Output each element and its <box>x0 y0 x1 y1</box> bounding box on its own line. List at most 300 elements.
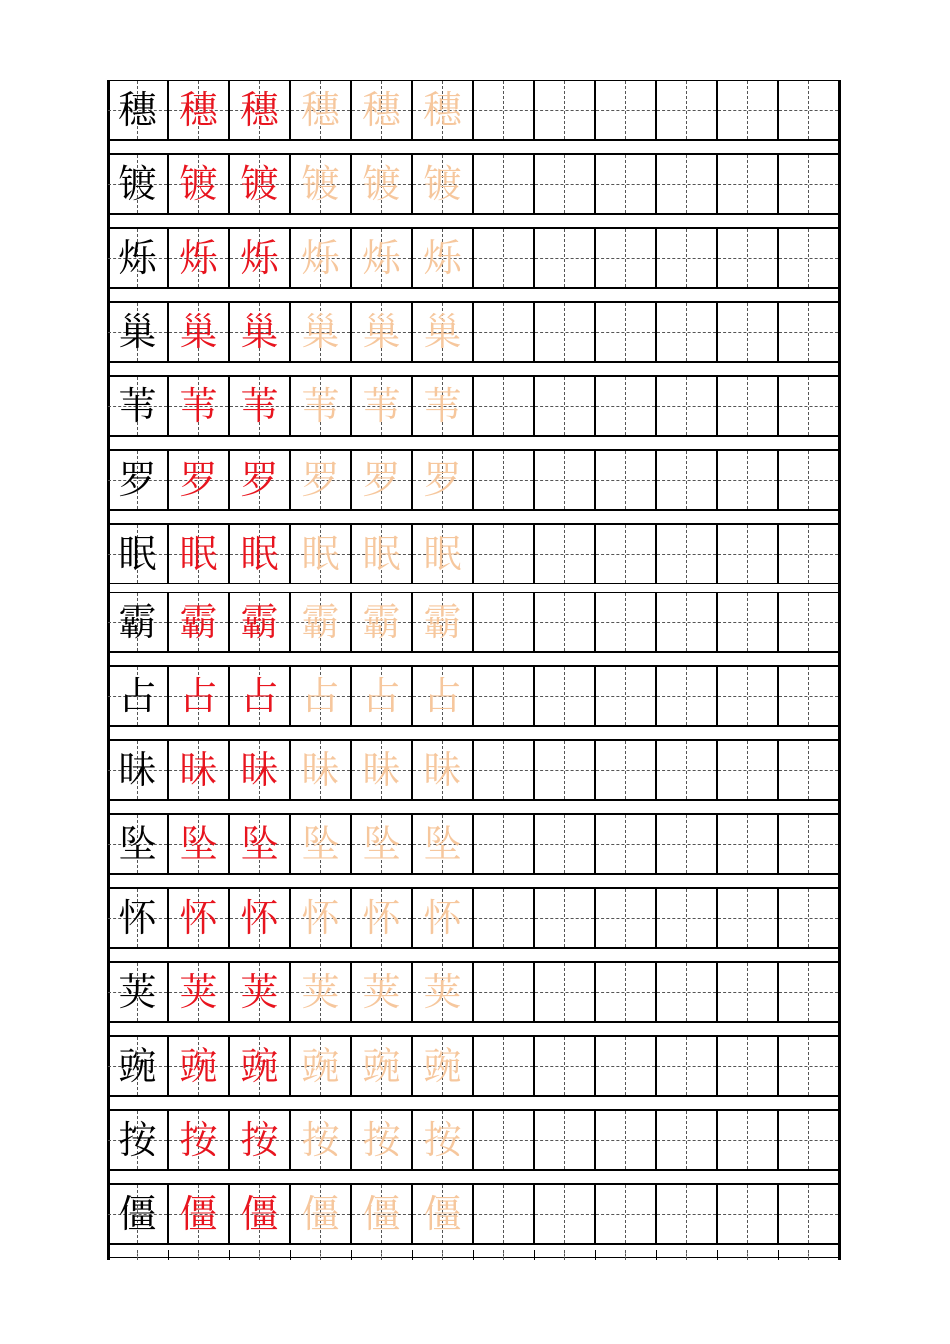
trace-character: 烁 <box>240 236 279 280</box>
trace-char-cell <box>290 1036 351 1096</box>
trace-character: 苇 <box>301 384 340 428</box>
empty-writing-cell[interactable] <box>778 376 839 436</box>
guide-line-vertical <box>564 963 565 1021</box>
trace-character: 荚 <box>240 970 279 1014</box>
guide-line-vertical <box>686 303 687 361</box>
guide-line-vertical <box>747 815 748 873</box>
guide-line-vertical <box>686 1037 687 1095</box>
guide-line-vertical <box>686 593 687 651</box>
empty-writing-cell[interactable] <box>778 962 839 1022</box>
empty-writing-cell[interactable] <box>717 1184 778 1244</box>
empty-writing-cell[interactable] <box>534 962 595 1022</box>
trace-char-cell <box>229 80 290 140</box>
empty-writing-cell[interactable] <box>717 1110 778 1170</box>
trace-char-cell <box>229 814 290 874</box>
trace-char-cell <box>229 1036 290 1096</box>
empty-writing-cell[interactable] <box>473 228 534 288</box>
empty-writing-cell[interactable] <box>778 740 839 800</box>
empty-writing-cell[interactable] <box>778 1184 839 1244</box>
empty-writing-cell[interactable] <box>473 524 534 584</box>
guide-line-vertical <box>747 229 748 287</box>
trace-character: 霸 <box>423 600 462 644</box>
trace-char-cell <box>290 1184 351 1244</box>
empty-writing-cell[interactable] <box>595 1036 656 1096</box>
trace-character: 豌 <box>179 1044 218 1088</box>
trace-character: 豌 <box>362 1044 401 1088</box>
empty-writing-cell[interactable] <box>656 592 717 652</box>
trace-char-cell <box>229 302 290 362</box>
model-character: 眠 <box>118 532 157 576</box>
trace-character: 霸 <box>362 600 401 644</box>
trace-character: 豌 <box>301 1044 340 1088</box>
trace-character: 穗 <box>423 88 462 132</box>
guide-line-vertical <box>625 889 626 947</box>
trace-char-cell <box>290 814 351 874</box>
empty-writing-cell[interactable] <box>778 302 839 362</box>
trace-char-cell <box>229 888 290 948</box>
row-spacer <box>107 362 841 376</box>
empty-writing-cell[interactable] <box>717 592 778 652</box>
empty-writing-cell[interactable] <box>656 154 717 214</box>
trace-character: 按 <box>423 1118 462 1162</box>
empty-writing-cell[interactable] <box>717 1036 778 1096</box>
trace-char-cell <box>290 1110 351 1170</box>
empty-writing-cell[interactable] <box>473 592 534 652</box>
row-spacer <box>107 948 841 962</box>
guide-line-vertical <box>686 741 687 799</box>
practice-row <box>107 228 841 288</box>
row-spacer <box>107 140 841 154</box>
trace-char-cell <box>290 80 351 140</box>
trace-character: 僵 <box>423 1192 462 1236</box>
guide-line-vertical <box>564 593 565 651</box>
guide-line-vertical <box>503 1185 504 1243</box>
empty-writing-cell[interactable] <box>534 376 595 436</box>
trace-character: 昧 <box>301 748 340 792</box>
trace-char-cell <box>290 450 351 510</box>
guide-line-vertical <box>808 667 809 725</box>
trace-char-cell <box>168 1184 229 1244</box>
guide-line-vertical <box>808 81 809 139</box>
empty-writing-cell[interactable] <box>656 666 717 726</box>
empty-writing-cell[interactable] <box>473 80 534 140</box>
empty-writing-cell[interactable] <box>656 888 717 948</box>
trace-character: 坠 <box>240 822 279 866</box>
empty-writing-cell[interactable] <box>656 524 717 584</box>
model-char-cell <box>107 524 168 584</box>
model-character: 罗 <box>118 458 157 502</box>
trace-char-cell <box>412 228 473 288</box>
trace-character: 怀 <box>179 896 218 940</box>
empty-writing-cell[interactable] <box>534 524 595 584</box>
trace-char-cell <box>168 740 229 800</box>
empty-writing-cell[interactable] <box>778 666 839 726</box>
empty-writing-cell[interactable] <box>534 450 595 510</box>
empty-writing-cell[interactable] <box>595 154 656 214</box>
empty-writing-cell[interactable] <box>595 1110 656 1170</box>
trace-char-cell <box>290 592 351 652</box>
empty-writing-cell[interactable] <box>717 302 778 362</box>
trace-char-cell <box>351 1184 412 1244</box>
empty-writing-cell[interactable] <box>656 1036 717 1096</box>
guide-line-vertical <box>686 377 687 435</box>
empty-writing-cell[interactable] <box>595 740 656 800</box>
guide-line-vertical <box>503 889 504 947</box>
guide-line-vertical <box>808 1250 809 1260</box>
guide-line-vertical <box>747 963 748 1021</box>
trace-char-cell <box>229 666 290 726</box>
empty-writing-cell[interactable] <box>717 740 778 800</box>
empty-writing-cell[interactable] <box>534 1036 595 1096</box>
model-character: 怀 <box>118 896 157 940</box>
trace-character: 苇 <box>423 384 462 428</box>
empty-writing-cell[interactable] <box>534 740 595 800</box>
guide-line-vertical <box>625 741 626 799</box>
empty-writing-cell[interactable] <box>534 154 595 214</box>
trace-character: 坠 <box>362 822 401 866</box>
empty-writing-cell[interactable] <box>473 888 534 948</box>
empty-writing-cell[interactable] <box>534 888 595 948</box>
model-character: 穗 <box>118 88 157 132</box>
trace-character: 罗 <box>362 458 401 502</box>
trace-character: 罗 <box>423 458 462 502</box>
empty-writing-cell[interactable] <box>656 228 717 288</box>
trace-char-cell <box>351 80 412 140</box>
trace-char-cell <box>351 740 412 800</box>
trace-character: 怀 <box>240 896 279 940</box>
empty-writing-cell[interactable] <box>595 592 656 652</box>
guide-line-vertical <box>808 1185 809 1243</box>
empty-writing-cell[interactable] <box>473 376 534 436</box>
trace-character: 镀 <box>423 162 462 206</box>
empty-writing-cell[interactable] <box>595 888 656 948</box>
model-character: 按 <box>118 1118 157 1162</box>
guide-line-vertical <box>686 1111 687 1169</box>
row-spacer <box>107 874 841 888</box>
row-spacer <box>107 800 841 814</box>
empty-writing-cell[interactable] <box>778 228 839 288</box>
guide-line-vertical <box>808 451 809 509</box>
row-spacer <box>107 510 841 524</box>
trace-char-cell <box>229 154 290 214</box>
empty-writing-cell[interactable] <box>778 524 839 584</box>
guide-line-vertical <box>564 667 565 725</box>
empty-writing-cell[interactable] <box>656 1184 717 1244</box>
empty-writing-cell[interactable] <box>473 814 534 874</box>
empty-writing-cell[interactable] <box>473 154 534 214</box>
guide-line-vertical <box>808 889 809 947</box>
empty-writing-cell[interactable] <box>595 302 656 362</box>
trace-char-cell <box>351 666 412 726</box>
cell-border <box>229 1250 230 1260</box>
trace-char-cell <box>168 888 229 948</box>
trace-character: 眠 <box>240 532 279 576</box>
trace-character: 昧 <box>179 748 218 792</box>
empty-writing-cell[interactable] <box>656 814 717 874</box>
empty-writing-cell[interactable] <box>717 814 778 874</box>
model-character: 占 <box>118 674 157 718</box>
trace-character: 镀 <box>362 162 401 206</box>
empty-writing-cell[interactable] <box>595 524 656 584</box>
empty-writing-cell[interactable] <box>534 228 595 288</box>
guide-line-vertical <box>625 667 626 725</box>
practice-row <box>107 592 841 652</box>
trace-char-cell <box>412 1184 473 1244</box>
guide-line-vertical <box>503 155 504 213</box>
empty-writing-cell[interactable] <box>656 740 717 800</box>
empty-writing-cell[interactable] <box>473 740 534 800</box>
trace-char-cell <box>290 228 351 288</box>
practice-row <box>107 740 841 800</box>
trace-character: 怀 <box>301 896 340 940</box>
practice-row <box>107 1036 841 1096</box>
guide-line-vertical <box>747 1111 748 1169</box>
trace-char-cell <box>168 814 229 874</box>
trace-character: 占 <box>301 674 340 718</box>
row-spacer <box>107 288 841 302</box>
empty-writing-cell[interactable] <box>534 814 595 874</box>
practice-row <box>107 376 841 436</box>
trace-character: 烁 <box>179 236 218 280</box>
trace-char-cell <box>412 376 473 436</box>
model-char-cell <box>107 376 168 436</box>
trace-character: 僵 <box>301 1192 340 1236</box>
empty-writing-cell[interactable] <box>717 376 778 436</box>
trace-char-cell <box>168 666 229 726</box>
empty-writing-cell[interactable] <box>534 302 595 362</box>
empty-writing-cell[interactable] <box>595 814 656 874</box>
guide-line-vertical <box>747 1037 748 1095</box>
guide-line-vertical <box>747 1185 748 1243</box>
empty-writing-cell[interactable] <box>473 1184 534 1244</box>
trace-character: 怀 <box>423 896 462 940</box>
guide-line-vertical <box>564 1250 565 1260</box>
empty-writing-cell[interactable] <box>656 80 717 140</box>
trace-character: 罗 <box>240 458 279 502</box>
cell-border <box>778 1250 779 1260</box>
cell-border <box>717 1250 718 1260</box>
guide-line-vertical <box>564 81 565 139</box>
model-char-cell <box>107 814 168 874</box>
empty-writing-cell[interactable] <box>595 962 656 1022</box>
trace-character: 霸 <box>240 600 279 644</box>
empty-writing-cell[interactable] <box>656 376 717 436</box>
empty-writing-cell[interactable] <box>778 592 839 652</box>
empty-writing-cell[interactable] <box>778 888 839 948</box>
trace-char-cell <box>351 1036 412 1096</box>
cell-border <box>595 1250 596 1260</box>
empty-writing-cell[interactable] <box>778 1036 839 1096</box>
cell-border <box>290 1250 291 1260</box>
empty-writing-cell[interactable] <box>534 1184 595 1244</box>
empty-writing-cell[interactable] <box>778 80 839 140</box>
guide-line-vertical <box>808 525 809 583</box>
empty-writing-cell[interactable] <box>595 80 656 140</box>
guide-line-vertical <box>747 889 748 947</box>
empty-writing-cell[interactable] <box>717 888 778 948</box>
guide-line-vertical <box>503 1250 504 1260</box>
guide-line-vertical <box>747 667 748 725</box>
trace-character: 罗 <box>301 458 340 502</box>
cell-border <box>473 1250 474 1260</box>
trace-char-cell <box>351 888 412 948</box>
trace-char-cell <box>351 376 412 436</box>
trace-character: 眠 <box>301 532 340 576</box>
trace-char-cell <box>290 666 351 726</box>
trace-character: 霸 <box>179 600 218 644</box>
practice-row <box>107 962 841 1022</box>
trace-char-cell <box>229 450 290 510</box>
guide-line-vertical <box>625 963 626 1021</box>
empty-writing-cell[interactable] <box>473 666 534 726</box>
empty-writing-cell[interactable] <box>717 450 778 510</box>
guide-line-vertical <box>808 1037 809 1095</box>
trace-character: 坠 <box>301 822 340 866</box>
trace-char-cell <box>351 962 412 1022</box>
model-character: 烁 <box>118 236 157 280</box>
guide-line-vertical <box>503 667 504 725</box>
model-character: 豌 <box>118 1044 157 1088</box>
row-spacer <box>107 726 841 740</box>
empty-writing-cell[interactable] <box>717 962 778 1022</box>
empty-writing-cell[interactable] <box>717 154 778 214</box>
cell-border <box>534 1250 535 1260</box>
model-character: 坠 <box>118 822 157 866</box>
guide-line-vertical <box>564 741 565 799</box>
trace-character: 坠 <box>179 822 218 866</box>
empty-writing-cell[interactable] <box>717 228 778 288</box>
empty-writing-cell[interactable] <box>473 1110 534 1170</box>
trace-character: 占 <box>179 674 218 718</box>
guide-line-vertical <box>808 1111 809 1169</box>
empty-writing-cell[interactable] <box>656 962 717 1022</box>
trace-character: 穗 <box>301 88 340 132</box>
trace-char-cell <box>229 524 290 584</box>
guide-line-vertical <box>625 451 626 509</box>
empty-writing-cell[interactable] <box>778 814 839 874</box>
guide-line-vertical <box>808 229 809 287</box>
trace-char-cell <box>412 302 473 362</box>
guide-line-vertical <box>564 1185 565 1243</box>
trace-char-cell <box>168 228 229 288</box>
guide-line-vertical <box>808 303 809 361</box>
model-char-cell <box>107 666 168 726</box>
trace-character: 豌 <box>240 1044 279 1088</box>
guide-line-vertical <box>686 815 687 873</box>
guide-line-vertical <box>747 741 748 799</box>
trace-character: 荚 <box>301 970 340 1014</box>
trace-character: 僵 <box>362 1192 401 1236</box>
empty-writing-cell[interactable] <box>473 450 534 510</box>
practice-row <box>107 666 841 726</box>
trace-char-cell <box>412 814 473 874</box>
model-char-cell <box>107 592 168 652</box>
row-spacer <box>107 214 841 228</box>
empty-writing-cell[interactable] <box>656 1110 717 1170</box>
empty-writing-cell[interactable] <box>595 666 656 726</box>
trace-character: 怀 <box>362 896 401 940</box>
trace-character: 眠 <box>179 532 218 576</box>
empty-writing-cell[interactable] <box>717 80 778 140</box>
trace-char-cell <box>412 524 473 584</box>
guide-line-vertical <box>808 963 809 1021</box>
guide-line-vertical <box>564 377 565 435</box>
guide-line-vertical <box>808 593 809 651</box>
empty-writing-cell[interactable] <box>595 1184 656 1244</box>
empty-writing-cell[interactable] <box>778 450 839 510</box>
guide-line-vertical <box>747 81 748 139</box>
empty-writing-cell[interactable] <box>778 154 839 214</box>
trace-character: 苇 <box>240 384 279 428</box>
model-char-cell <box>107 1184 168 1244</box>
trace-character: 荚 <box>423 970 462 1014</box>
empty-writing-cell[interactable] <box>717 666 778 726</box>
empty-writing-cell[interactable] <box>534 80 595 140</box>
empty-writing-cell[interactable] <box>778 1110 839 1170</box>
guide-line-vertical <box>503 593 504 651</box>
practice-row <box>107 80 841 140</box>
empty-writing-cell[interactable] <box>534 592 595 652</box>
trace-character: 荚 <box>179 970 218 1014</box>
trace-char-cell <box>351 154 412 214</box>
guide-line-vertical <box>503 963 504 1021</box>
trace-character: 巢 <box>301 310 340 354</box>
guide-line-vertical <box>503 451 504 509</box>
trace-character: 按 <box>179 1118 218 1162</box>
trace-character: 巢 <box>362 310 401 354</box>
empty-writing-cell[interactable] <box>656 450 717 510</box>
guide-line-vertical <box>625 1111 626 1169</box>
trace-character: 昧 <box>362 748 401 792</box>
empty-writing-cell[interactable] <box>595 376 656 436</box>
empty-writing-cell[interactable] <box>473 962 534 1022</box>
guide-line-vertical <box>686 667 687 725</box>
trace-char-cell <box>290 740 351 800</box>
guide-line-vertical <box>198 1250 199 1260</box>
trace-character: 穗 <box>362 88 401 132</box>
empty-writing-cell[interactable] <box>473 302 534 362</box>
empty-writing-cell[interactable] <box>473 1036 534 1096</box>
empty-writing-cell[interactable] <box>717 524 778 584</box>
trace-char-cell <box>351 450 412 510</box>
trace-character: 穗 <box>240 88 279 132</box>
trace-char-cell <box>351 814 412 874</box>
row-spacer <box>107 1096 841 1110</box>
trace-char-cell <box>168 962 229 1022</box>
guide-line-vertical <box>503 1037 504 1095</box>
trace-char-cell <box>290 154 351 214</box>
empty-writing-cell[interactable] <box>534 666 595 726</box>
empty-writing-cell[interactable] <box>595 228 656 288</box>
trace-character: 罗 <box>179 458 218 502</box>
guide-line-vertical <box>686 525 687 583</box>
empty-writing-cell[interactable] <box>656 302 717 362</box>
trace-char-cell <box>412 592 473 652</box>
guide-line-vertical <box>686 229 687 287</box>
model-character: 镀 <box>118 162 157 206</box>
trace-char-cell <box>168 450 229 510</box>
trace-character: 烁 <box>301 236 340 280</box>
empty-writing-cell[interactable] <box>595 450 656 510</box>
trace-character: 占 <box>362 674 401 718</box>
model-char-cell <box>107 962 168 1022</box>
empty-writing-cell[interactable] <box>534 1110 595 1170</box>
model-character: 巢 <box>118 310 157 354</box>
guide-line-vertical <box>503 815 504 873</box>
guide-line-vertical <box>503 525 504 583</box>
trace-character: 僵 <box>179 1192 218 1236</box>
trace-character: 镀 <box>179 162 218 206</box>
